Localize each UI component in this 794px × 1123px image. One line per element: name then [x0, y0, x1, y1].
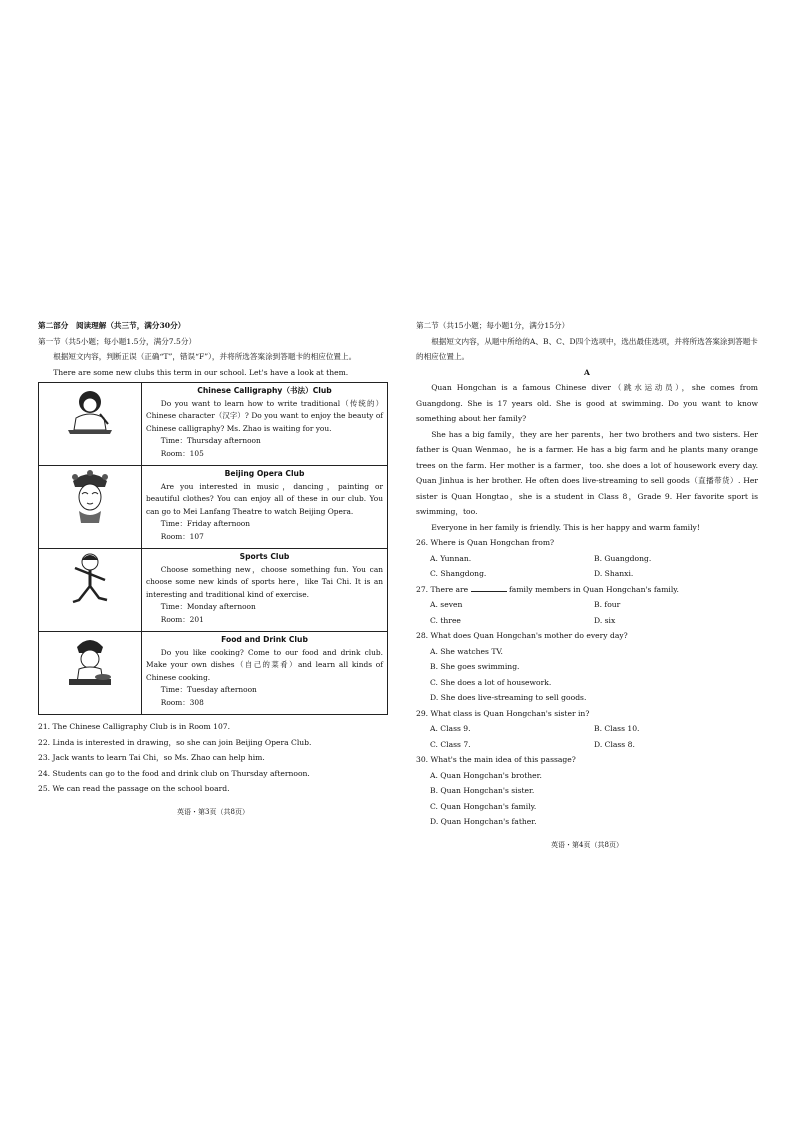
option-d[interactable]: D. six: [594, 615, 616, 625]
option-c[interactable]: C. Quan Hongchan's family.: [430, 801, 537, 811]
answer-blank: [471, 583, 507, 592]
passage-paragraph: Quan Hongchan is a famous Chinese diver（跳水运动员），she comes from Guangdong. She is 17 years old. She is good at swimming. Do you want to know something about her family?: [416, 383, 758, 423]
club-description: Are you interested in music，dancing，painting or beautiful clothes? You can enjoy all of these in our club. You can go to Mei Lanfang Theatre to watch Beijing Opera.: [146, 481, 383, 516]
option-b[interactable]: B. She goes swimming.: [430, 662, 520, 671]
question-26: [416, 535, 758, 582]
club-text-cell: [142, 383, 388, 466]
club-row: [39, 632, 388, 715]
opera-mask-icon: [65, 467, 115, 527]
option-c[interactable]: C. Class 7.: [430, 739, 471, 749]
statement-24: 24. Students can go to the food and drink club on Thursday afternoon.: [38, 768, 310, 778]
club-picture-cell: [39, 466, 142, 549]
club-description: Do you like cooking? Come to our food and drink club. Make your own dishes（自己的菜肴）and learn all kinds of Chinese cooking.: [146, 647, 383, 682]
section1-title: 第一节（共5小题；每小题1.5分，满分7.5分）: [38, 336, 197, 346]
section2-instructions: 根据短文内容，从题中所给的A、B、C、D四个选项中，选出最佳选项，并将所选答案涂到答题卡的相应位置上。: [416, 336, 758, 361]
club-row: [39, 549, 388, 632]
question-27: [416, 582, 758, 629]
chef-child-icon: [63, 633, 117, 691]
question-stem: 30. What's the main idea of this passage?: [416, 755, 576, 764]
page-footer: 英语・第3页（共8页）: [177, 807, 249, 816]
option-b[interactable]: B. Guangdong.: [594, 553, 652, 563]
club-title: Chinese Calligraphy（书法）Club: [197, 386, 332, 395]
option-b[interactable]: B. four: [594, 600, 621, 609]
section2-title: 第二节（共15小题；每小题1分，满分15分）: [416, 321, 570, 330]
option-a[interactable]: A. Yunnan.: [430, 553, 472, 563]
option-c[interactable]: C. Shangdong.: [430, 569, 487, 578]
passage-label: A: [584, 367, 590, 377]
section1-instructions: 根据短文内容，判断正误（正确“T”，错误“F”），并将所选答案涂到答题卡的相应位置上。: [53, 352, 357, 361]
club-title: Food and Drink Club: [221, 635, 308, 644]
option-a[interactable]: A. Quan Hongchan's brother.: [430, 770, 542, 780]
question-stem: [416, 582, 758, 598]
question-28: [416, 628, 758, 706]
club-title: Sports Club: [239, 552, 290, 561]
option-b[interactable]: B. Quan Hongchan's sister.: [430, 786, 535, 795]
club-room: Room：308: [160, 697, 204, 707]
option-b[interactable]: B. Class 10.: [594, 724, 640, 733]
option-d[interactable]: D. Class 8.: [594, 739, 635, 749]
club-description: Choose something new，choose something fun. You can choose some new kinds of sports here，like Tai Chi. It is an interesting and traditional kind of exercise.: [146, 564, 383, 599]
club-text-cell: [142, 466, 388, 549]
passage-paragraph: She has a big family，they are her parents，her two brothers and two sisters. Her father is Quan Wenmao，he is a farmer. He has a big farm and he plants many orange trees on the farm. Her mother is a farmer，too. she does a lot of housework every day. Quan Jinhua is her brother. He often does live-streaming to sell goods（直播带货）. Her sister is Quan Hongtao，she is a student in Class 8，Grade 9. Her favorite sport is swimming，too.: [416, 429, 758, 516]
statements-list: [38, 719, 388, 797]
club-room: Room：105: [160, 448, 204, 458]
club-text-cell: [142, 549, 388, 632]
option-c[interactable]: C. three: [430, 615, 461, 625]
option-a[interactable]: A. She watches TV.: [430, 646, 503, 656]
option-c[interactable]: C. She does a lot of housework.: [430, 677, 552, 687]
club-room: Room：201: [160, 614, 204, 624]
club-time: Time：Tuesday afternoon: [160, 685, 257, 694]
part-title: 第二部分 阅读理解（共三节，满分30分）: [38, 321, 186, 330]
option-d[interactable]: D. Quan Hongchan's father.: [430, 817, 537, 826]
question-stem-start: 27. There are: [416, 584, 469, 594]
club-text-cell: [142, 632, 388, 715]
club-picture-cell: [39, 383, 142, 466]
statement-23: 23. Jack wants to learn Tai Chi，so Ms. Zhao can help him.: [38, 753, 265, 762]
option-d[interactable]: D. Shanxi.: [594, 569, 634, 578]
option-a[interactable]: A. seven: [430, 600, 463, 609]
passage-paragraph: Everyone in her family is friendly. This is her happy and warm family!: [431, 522, 700, 532]
statement-25: 25. We can read the passage on the school board.: [38, 784, 230, 793]
tai-chi-child-icon: [65, 550, 115, 608]
left-page: [38, 318, 388, 820]
question-30: [416, 752, 758, 830]
club-time: Time：Thursday afternoon: [160, 436, 261, 445]
question-29: [416, 706, 758, 753]
question-stem: 29. What class is Quan Hongchan's sister in?: [416, 708, 590, 718]
club-row: [39, 466, 388, 549]
right-page: [416, 318, 758, 853]
club-time: Time：Friday afternoon: [160, 519, 250, 528]
club-description: Do you want to learn how to write traditional（传统的）Chinese character（汉字）? Do you want to enjoy the beauty of Chinese calligraphy? Ms. Zhao is waiting for you.: [146, 398, 383, 433]
club-room: Room：107: [160, 531, 204, 541]
club-title: Beijing Opera Club: [224, 469, 305, 478]
question-stem: 26. Where is Quan Hongchan from?: [416, 538, 555, 547]
statement-21: 21. The Chinese Calligraphy Club is in Room 107.: [38, 722, 231, 731]
question-stem: 28. What does Quan Hongchan's mother do every day?: [416, 631, 628, 640]
calligraphy-child-icon: [60, 384, 120, 438]
statement-22: 22. Linda is interested in drawing，so she can join Beijing Opera Club.: [38, 737, 312, 747]
clubs-table: [38, 382, 388, 715]
question-stem-end: family members in Quan Hongchan's family.: [508, 584, 679, 594]
club-picture-cell: [39, 632, 142, 715]
club-picture-cell: [39, 549, 142, 632]
club-row: [39, 383, 388, 466]
club-time: Time：Monday afternoon: [160, 602, 256, 611]
page-footer: 英语・第4页（共8页）: [551, 840, 623, 849]
clubs-intro: There are some new clubs this term in our school. Let's have a look at them.: [53, 367, 349, 377]
option-a[interactable]: A. Class 9.: [430, 724, 471, 733]
option-d[interactable]: D. She does live-streaming to sell goods.: [430, 693, 587, 702]
